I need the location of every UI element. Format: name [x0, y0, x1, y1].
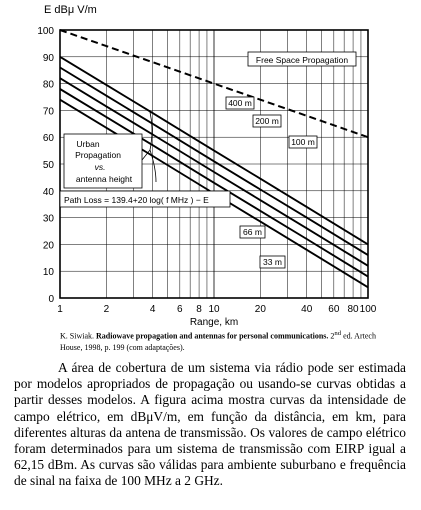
y-axis-label: E dBμ V/m	[44, 4, 97, 16]
caption-author: K. Siwiak.	[60, 331, 94, 341]
y-tick-label: 20	[42, 240, 54, 252]
y-tick-label: 80	[42, 79, 54, 91]
y-tick-label: 50	[42, 160, 54, 171]
urban-box-line-1: Urban	[76, 139, 100, 149]
x-tick-label: 2	[103, 304, 110, 315]
x-tick-label: 10	[208, 304, 220, 315]
y-tick-label: 40	[42, 186, 54, 198]
x-tick-label: 40	[301, 304, 313, 315]
y-tick-label: 0	[48, 294, 54, 305]
x-tick-label: 20	[254, 304, 266, 315]
x-tick-label: 8	[196, 304, 202, 315]
x-tick-label: 4	[149, 304, 156, 315]
urban-box-line-3: vs.	[94, 162, 106, 172]
urban-box-line-4: antenna height	[75, 174, 133, 184]
path-loss-formula: Path Loss = 139.4+20 log( f MHz ) − E	[64, 195, 209, 205]
y-tick-labels	[37, 26, 54, 305]
x-tick-label: 100	[359, 304, 377, 315]
y-tick-label: 70	[42, 106, 54, 118]
y-tick-label: 60	[42, 133, 54, 145]
caption-title: Radiowave propagation and antennas for personal communications.	[96, 331, 329, 341]
series-label-66m: 66 m	[243, 227, 262, 237]
free-space-label: Free Space Propagation	[255, 55, 349, 65]
y-tick-label: 90	[42, 52, 54, 64]
x-tick-labels	[57, 304, 377, 315]
series-label-100m: 100 m	[291, 137, 315, 147]
body-paragraph: A área de cobertura de um sistema via rádio pode ser estimada por modelos apropriados de propagação ou usando-se curvas obtidas a partir desses modelos. A figura acima mostra curvas da intensidade de campo elétrico, em dBμV/m, em função da distância, em km, para diferentes alturas da antena de transmissão. Os valores de campo elétrico foram determinados para um sistema de transmissão com EIRP igual a 62,15 dBm. As curvas são válidas para ambiente suburbano e frequência de sinal na faixa de 100 MHz a 2 GHz.	[14, 360, 406, 489]
series-label-400m: 400 m	[228, 98, 252, 108]
urban-box-line-2: Propagation	[75, 150, 121, 160]
x-axis-label: Range, km	[189, 317, 239, 328]
figure-caption	[60, 328, 390, 353]
caption-edition-sup: nd	[334, 330, 342, 337]
caption-details: ed. Artech House, 1998, p. 199 (com adaptações).	[60, 331, 376, 352]
x-tick-label: 80	[347, 304, 359, 315]
x-tick-label: 1	[57, 304, 63, 315]
x-tick-label: 6	[177, 304, 183, 315]
y-tick-label: 30	[42, 213, 54, 225]
y-tick-label: 10	[42, 267, 54, 279]
series-label-200m: 200 m	[255, 116, 279, 126]
y-tick-label: 100	[37, 26, 54, 37]
series-label-33m: 33 m	[263, 257, 282, 267]
caption-edition-number: 2	[330, 331, 335, 341]
x-tick-label: 60	[328, 304, 340, 315]
